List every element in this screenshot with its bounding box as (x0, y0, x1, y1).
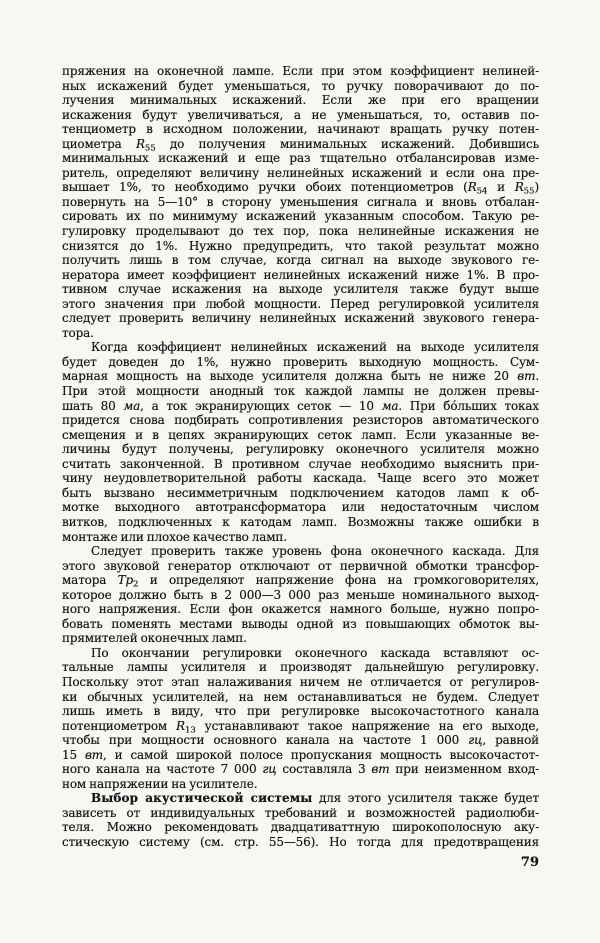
text-line: следует проверить величину нелинейных искажений звукового генера- (62, 311, 539, 326)
text-line: мотке выходного автотрансформатора или недостаточным числом (62, 500, 539, 515)
text-line: ном напряжении на усилителе. (62, 776, 258, 791)
text-line: ного напряжения. Если фон окажется намного больше, нужно попро- (62, 602, 539, 617)
text-line: циометра $R_{55}$ до получения минимальных искажений. Добившись (62, 136, 539, 152)
text-line: смещения и в цепях экранирующих сеток ламп. Если указанные ве- (62, 427, 539, 442)
text-line: тивном случае искажения на выходе усилителя также будут выше (62, 282, 539, 297)
text-line: стическую систему (см. стр. 55—56). Но тогда для предотвращения (62, 834, 539, 849)
text-line: будет доведен до 1%, нужно проверить выходную мощность. Сум- (62, 354, 539, 369)
text-line: искажения будут увеличиваться, а не уменьшаться, то, оставив по- (62, 107, 539, 122)
text-line: бовать поменять местами выводы одной из повышающих обмоток вы- (62, 616, 539, 631)
text-line: Поскольку этот этап налаживания ничем не отличается от регулиров- (62, 674, 539, 689)
text-line: нератора имеет коэффициент нелинейных искажений ниже 1%. В про- (62, 267, 539, 282)
text-line: снизятся до 1%. Нужно предупредить, что такой результат можно (62, 238, 539, 253)
text-line: ных искажений будет уменьшаться, то ручку поворачивают до по- (62, 78, 539, 93)
text-line: теля. Можно рекомендовать двадцативаттную широкополосную аку- (62, 820, 539, 835)
text-line: повернуть на 5—10° в сторону уменьшения сигнала и вновь отбалан- (62, 194, 539, 209)
text-line: Выбор акустической системы для этого усилителя также будет (91, 791, 539, 806)
text-line: ки обычных усилителей, на нем останавливаться не будем. Следует (62, 689, 539, 704)
text-line: чину неудовлетворительной работы каскада. Чаще всего это может (62, 471, 539, 486)
text-line: личины будут получены, регулировку оконечного усилителя можно (62, 442, 539, 457)
text-line: витков, подключенных к катодам ламп. Возможны также ошибки в (62, 514, 539, 529)
text-line: этого звуковой генератор отключают от первичной обмотки трансфор- (62, 558, 539, 573)
text-line: быть вызвано несимметричным подключением катодов ламп к об- (62, 485, 539, 500)
text-line: которое должно быть в 2 000—3 000 раз меньше номинального выход- (62, 587, 539, 602)
text-line: лишь иметь в виду, что при регулировке высокочастотного канала (62, 704, 539, 719)
text-line: гулировку проделывают до тех пор, пока нелинейные искажения не (62, 224, 539, 239)
text-line: монтаже или плохое качество ламп. (62, 529, 287, 544)
text-line: зависеть от индивидуальных требований и возможностей радиолюби- (62, 805, 539, 820)
text-line: тора. (62, 325, 94, 340)
text-line: ного канала на частоте 7 000 гц составляла 3 вт при неизменном вход- (62, 762, 539, 777)
text-line: матора $Тр_2$ и определяют напряжение фона на громкоговорителях, (62, 573, 539, 588)
text-line: Когда коэффициент нелинейных искажений на выходе усилителя (91, 340, 539, 355)
text-line: 15 вт, и самой широкой полосе пропускания мощность высокочастот- (62, 747, 539, 762)
text-line: Следует проверить также уровень фона оконечного каскада. Для (91, 544, 539, 559)
text-line: При этой мощности анодный ток каждой лампы не должен превы- (62, 384, 539, 399)
page-text (62, 64, 539, 850)
text-line: шать 80 ма, а ток экранирующих сеток — 10 ма. При бо́льших токах (62, 398, 539, 413)
text-line: По окончании регулировки оконечного каскада вставляют ос- (91, 645, 539, 660)
text-line: минимальных искажений и еще раз тщательно отбалансировав изме- (62, 151, 539, 166)
text-line: получить лишь в том случае, когда сигнал на выходе звукового ге- (62, 253, 539, 268)
page-number: 79 (520, 855, 539, 870)
text-line: пряжения на оконечной лампе. Если при этом коэффициент нелиней- (62, 64, 539, 78)
text-line: ритель, определяют величину нелинейных искажений и если она пре- (62, 165, 539, 180)
text-line: вышает 1%, то необходимо ручки обоих потенциометров ($R_{54}$ и $R_{55}$) (62, 180, 539, 195)
text-line: марная мощность на выходе усилителя должна быть не ниже 20 вт. (62, 369, 539, 384)
text-line: считать законченной. В противном случае необходимо выяснить при- (62, 456, 539, 471)
text-line: тенциометр в исходном положении, начинают вращать ручку потен- (62, 122, 539, 137)
text-line: потенциометром $R_{13}$ устанавливают такое напряжение на его выходе, (62, 718, 539, 734)
text-line: этого значения при любой мощности. Перед регулировкой усилителя (62, 296, 539, 311)
text-line: тальные лампы усилителя и производят дальнейшую регулировку. (62, 660, 539, 675)
text-line: прямителей оконечных ламп. (62, 631, 247, 646)
text-line: сировать их по минимуму искажений указанным способом. Такую ре- (62, 209, 539, 224)
text-line: чтобы при мощности основного канала на частоте 1 000 гц, равной (62, 733, 539, 748)
text-line: придется снова подбирать сопротивления резисторов автоматического (62, 413, 539, 428)
text-line: лучения минимальных искажений. Если же при его вращении (62, 93, 539, 108)
